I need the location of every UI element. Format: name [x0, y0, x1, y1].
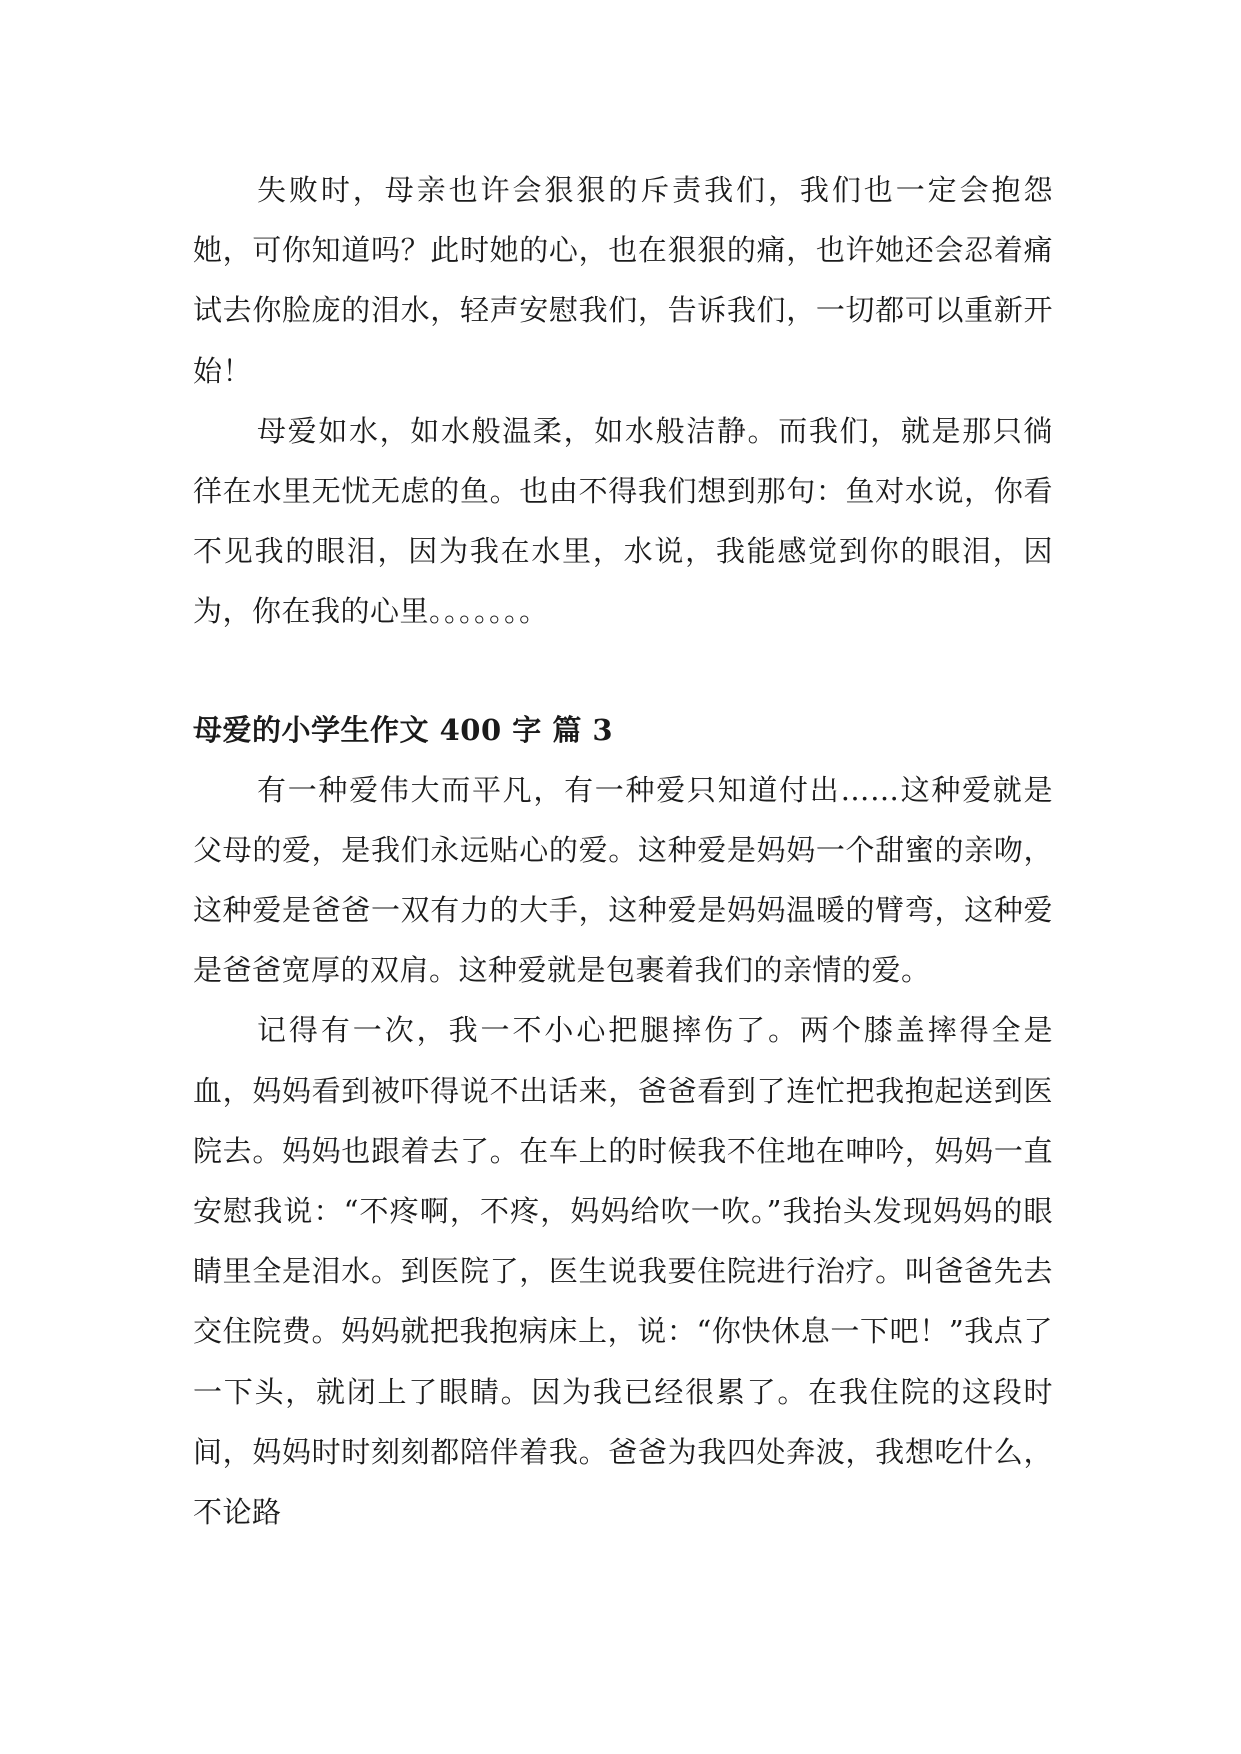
section-spacer: [193, 642, 1053, 700]
paragraph-parents-love: 有一种爱伟大而平凡，有一种爱只知道付出……这种爱就是父母的爱，是我们永远贴心的爱。这种爱是妈妈一个甜蜜的亲吻，这种爱是爸爸一双有力的大手，这种爱是妈妈温暖的臂弯，这种爱是爸爸宽厚的双肩。这种爱就是包裹着我们的亲情的爱。: [193, 772, 1053, 988]
paragraph-failure: 失败时，母亲也许会狠狠的斥责我们，我们也一定会抱怨她，可你知道吗？此时她的心，也在狠狠的痛，也许她还会忍着痛试去你脸庞的泪水，轻声安慰我们，告诉我们，一切都可以重新开始！: [193, 173, 1053, 388]
paragraph-love-like-water: 母爱如水，如水般温柔，如水般洁静。而我们，就是那只徜徉在水里无忧无虑的鱼。也由不得我们想到那句：鱼对水说，你看不见我的眼泪，因为我在水里，水说，我能感觉到你的眼泪，因为，你在我的心里。。。。。。。: [193, 413, 1053, 629]
document-page: [193, 160, 1053, 1542]
paragraph-hospital-story: 记得有一次，我一不小心把腿摔伤了。两个膝盖摔得全是血，妈妈看到被吓得说不出话来，爸爸看到了连忙把我抱起送到医院去。妈妈也跟着去了。在车上的时候我不住地在呻吟，妈妈一直安慰我说：“不疼啊，不疼，妈妈给吹一吹。”我抬头发现妈妈的眼睛里全是泪水。到医院了，医生说我要住院进行治疗。叫爸爸先去交住院费。妈妈就把我抱病床上，说：“你快休息一下吧！”我点了一下头，就闭上了眼睛。因为我已经很累了。在我住院的这段时间，妈妈时时刻刻都陪伴着我。爸爸为我四处奔波，我想吃什么，不论路: [193, 1013, 1053, 1530]
section-heading: 母爱的小学生作文 400 字 篇 3: [193, 712, 614, 747]
